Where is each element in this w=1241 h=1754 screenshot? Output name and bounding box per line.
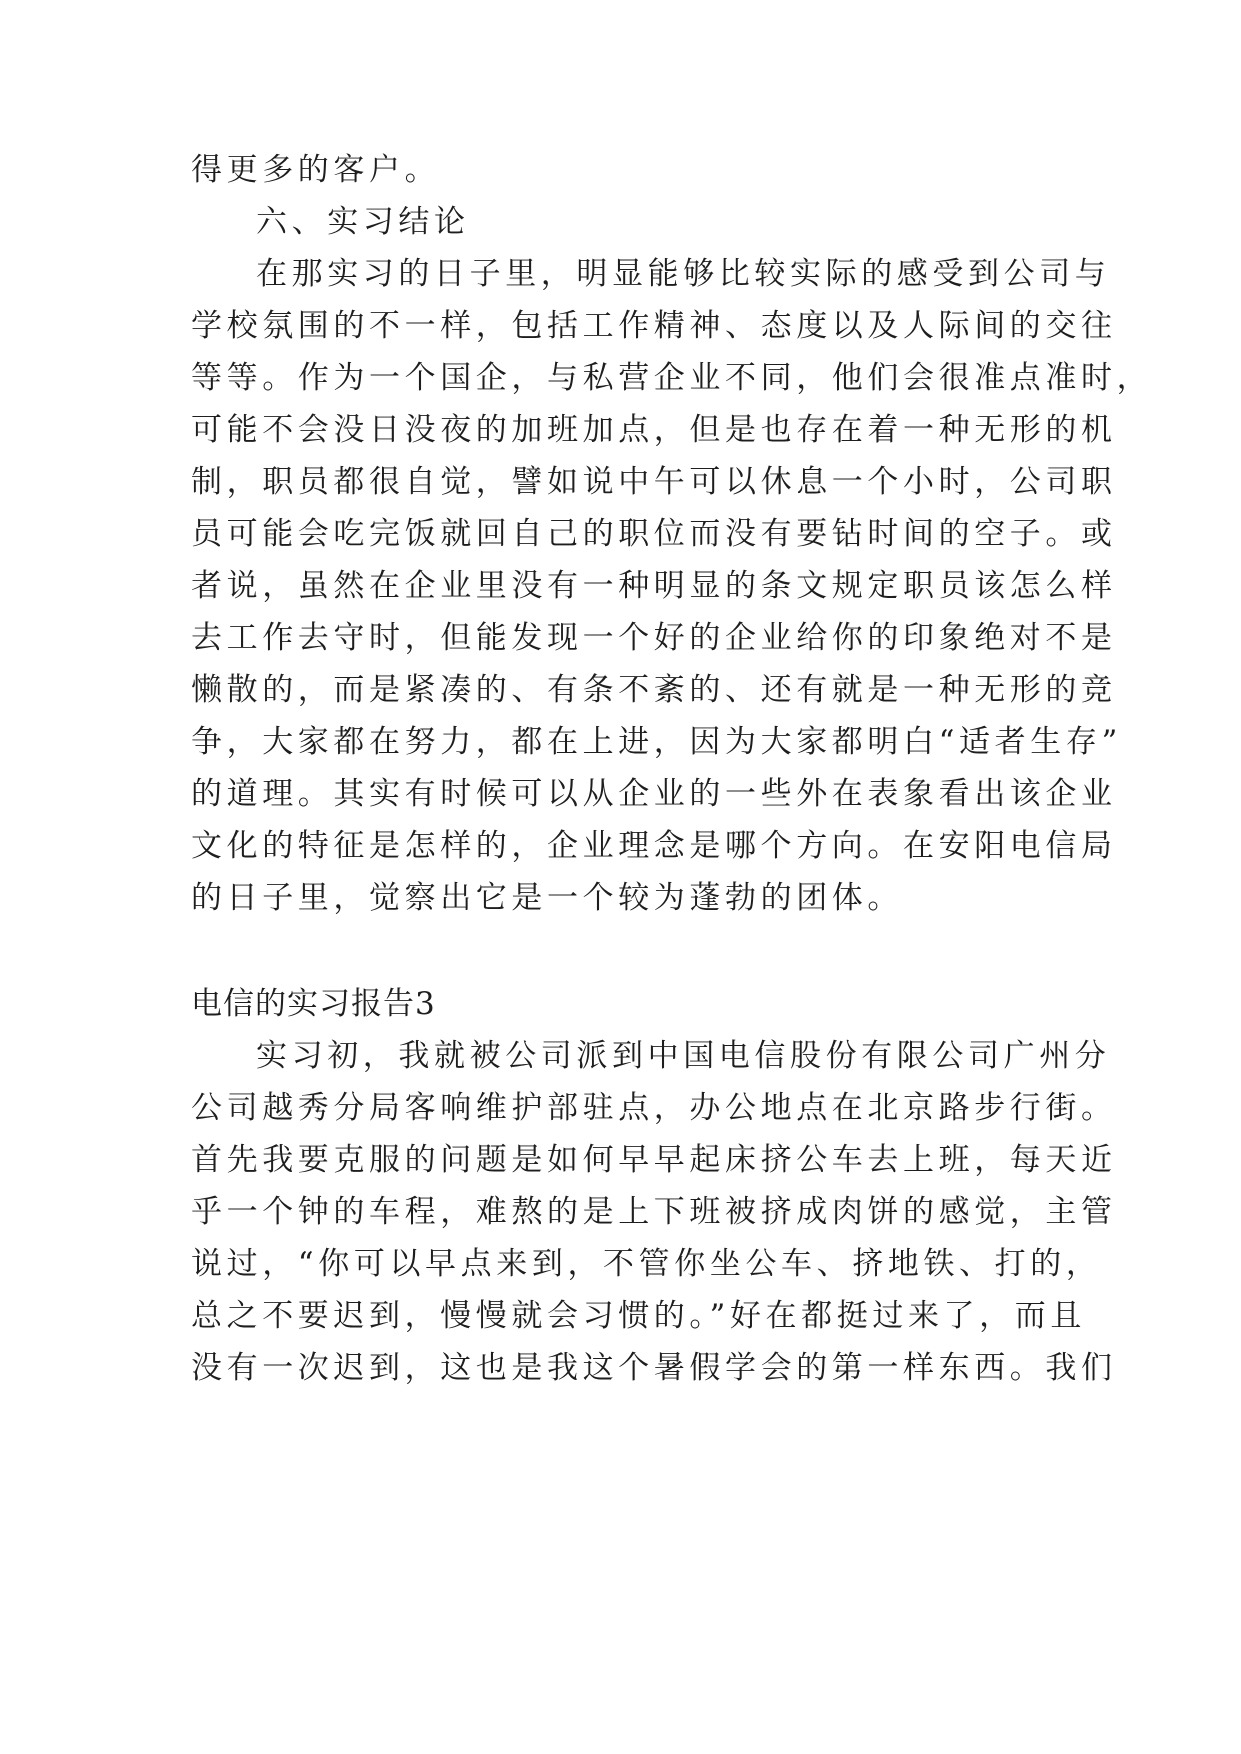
text-line: 懒散的，而是紧凑的、有条不紊的、还有就是一种无形的竞 bbox=[191, 672, 1117, 708]
text-line: 乎一个钟的车程，难熬的是上下班被挤成肉饼的感觉，主管 bbox=[191, 1194, 1117, 1230]
text-line: 去工作去守时，但能发现一个好的企业给你的印象绝对不是 bbox=[191, 620, 1117, 656]
text-line: 制，职员都很自觉，譬如说中午可以休息一个小时，公司职 bbox=[191, 464, 1117, 500]
text-line: 的道理。其实有时候可以从企业的一些外在表象看出该企业 bbox=[191, 776, 1117, 812]
text-line: 在那实习的日子里，明显能够比较实际的感受到公司与 bbox=[256, 256, 1111, 292]
text-line: 等等。作为一个国企，与私营企业不同，他们会很准点准时， bbox=[191, 360, 1153, 396]
section-heading: 六、实习结论 bbox=[256, 204, 470, 240]
text-line: 学校氛围的不一样，包括工作精神、态度以及人际间的交往 bbox=[191, 308, 1117, 344]
text-line: 实习初，我就被公司派到中国电信股份有限公司广州分 bbox=[256, 1038, 1111, 1074]
text-line: 争，大家都在努力，都在上进，因为大家都明白“适者生存” bbox=[191, 724, 1122, 760]
text-line: 的日子里，觉察出它是一个较为蓬勃的团体。 bbox=[191, 880, 903, 916]
text-line: 员可能会吃完饭就回自己的职位而没有要钻时间的空子。或 bbox=[191, 516, 1117, 552]
text-line: 说过，“你可以早点来到，不管你坐公车、挤地铁、打的， bbox=[191, 1246, 1102, 1282]
report-title: 电信的实习报告3 bbox=[191, 986, 436, 1022]
text-line: 者说，虽然在企业里没有一种明显的条文规定职员该怎么样 bbox=[191, 568, 1117, 604]
text-line: 可能不会没日没夜的加班加点，但是也存在着一种无形的机 bbox=[191, 412, 1117, 448]
text-line: 文化的特征是怎样的，企业理念是哪个方向。在安阳电信局 bbox=[191, 828, 1117, 864]
text-line: 得更多的客户。 bbox=[191, 152, 441, 188]
text-line: 首先我要克服的问题是如何早早起床挤公车去上班，每天近 bbox=[191, 1142, 1117, 1178]
text-line: 公司越秀分局客响维护部驻点，办公地点在北京路步行街。 bbox=[191, 1090, 1117, 1126]
text-line: 总之不要迟到，慢慢就会习惯的。”好在都挺过来了，而且 bbox=[191, 1298, 1086, 1334]
text-line: 没有一次迟到，这也是我这个暑假学会的第一样东西。我们 bbox=[191, 1350, 1117, 1386]
